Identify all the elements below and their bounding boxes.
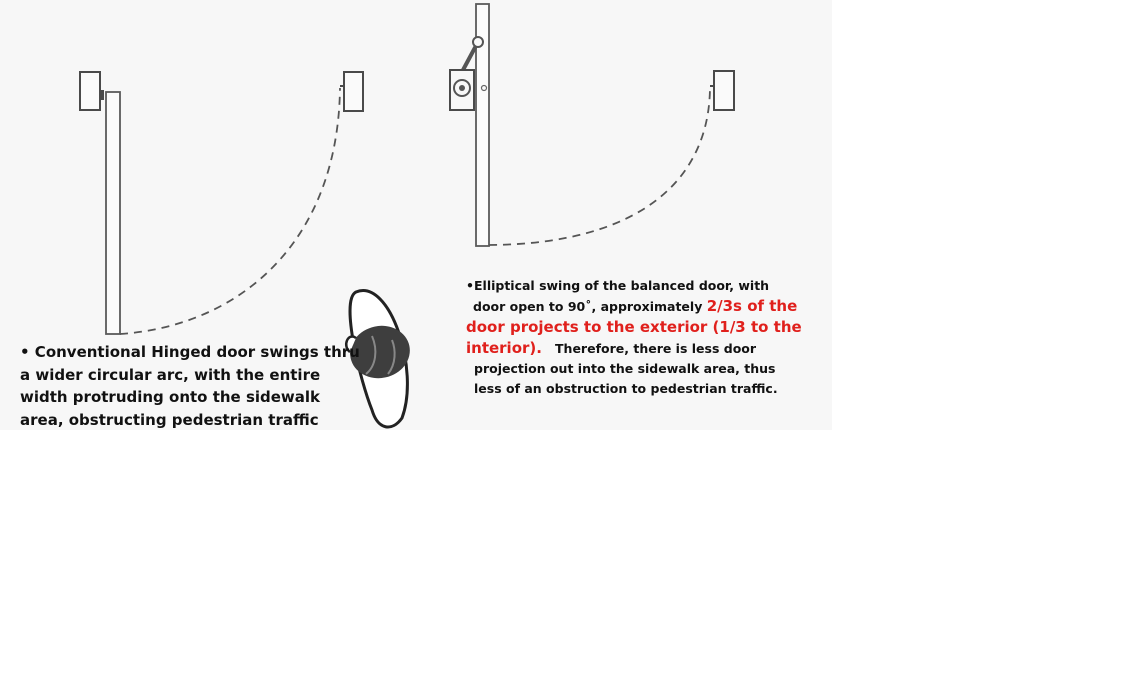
conventional-door-caption-text: • Conventional Hinged door swings thru a wider circular arc, with the entire width protruding onto the sidewalk area, obstructing pedestrian traffic [20,343,360,429]
balanced-caption-line-2-text: door open to 90˚, approximately [473,299,707,314]
conventional-door-leaf [106,92,120,334]
balanced-right-jamb [710,71,734,110]
balanced-caption-line-2 [466,296,796,317]
balanced-caption-line-5: projection out into the sidewalk area, thus [474,361,776,376]
balanced-caption-highlight-3: interior). [466,339,542,357]
balanced-caption-line-1: •Elliptical swing of the balanced door, with [466,278,770,293]
balanced-caption-line-4 [466,338,796,359]
balanced-caption-line-6: less of an obstruction to pedestrian traffic. [474,381,778,396]
balanced-caption-line-3 [466,317,802,338]
balanced-caption-highlight-1: 2/3s of the [706,297,798,315]
conventional-door-group [80,72,363,334]
balanced-caption-line-4-text: Therefore, there is less door [541,341,757,356]
diagram-panel [0,0,832,430]
conventional-door-caption [20,341,360,430]
balanced-caption-highlight-2: door projects to the exterior (1/3 to the [466,318,802,336]
balanced-door-caption [466,276,802,399]
conventional-swing-arc [120,88,340,334]
left-hinge-jamb [80,72,104,110]
balanced-door-group [450,4,734,246]
elliptical-swing-arc [489,86,710,245]
right-strike-jamb [340,72,363,111]
